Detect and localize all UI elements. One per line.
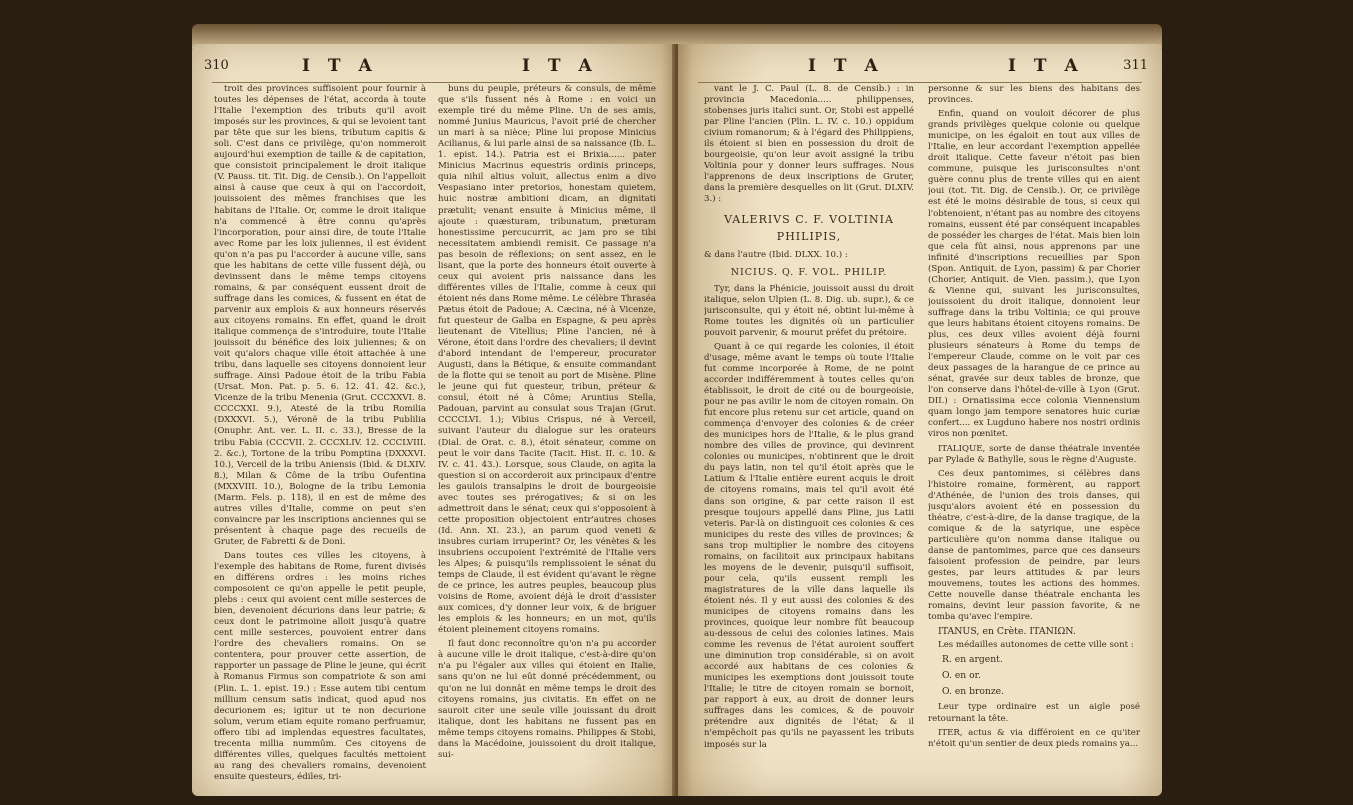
paragraph: Il faut donc reconnoître qu'on n'a pu accorder à aucune ville le droit italique, c'est-à-dire qu'on n'a pu l'égaler aux villes qui étoient en Italie, sans qu'on ne lui eût donné précédemment, ou qu'on ne lui donnât en même temps le droit des citoyens romains, jus civitatis. En effet on ne sauroit citer une seule ville jouissant du droit italique, dont les habitans ne fussent pas en même temps citoyens romains. Philippes & Stobi, dans la Macédoine, jouissoient du droit italique, sui- xyxy=(438,639,656,760)
paragraph: Leur type ordinaire est un aigle posé retournant la tête. xyxy=(928,702,1140,724)
list-item: R. en argent. xyxy=(942,654,1003,666)
paragraph: troit des provinces suffisoient pour fournir à toutes les dépenses de l'état, accorda à toute l'Italie l'exemption des tributs qu'il avoit imposés sur les provinces, & qui se levoient tant par tête que sur les biens, tributum capitis & soli. C'est dans ce privilège, qu'on nommeroit aujourd'hui exemption de taille & de capitation, que consistoit principalement le droit italique (V. Pauss. tit. Tit. Dig. de Censib.). On l'appelloit ainsi à cause que ceux à qui on l'accordoit, jouissoient des mêmes franchises que les habitans de l'Italie. Or, comme le droit italique n'a commencé à être connu qu'après l'incorporation, pour ainsi dire, de toute l'Italie avec Rome par les loix juliennes, il est évident qu'on n'a pas pu l'accorder à aucune ville, sans que les habitans de cette ville fussent déjà, ou devinssent dans le même temps citoyens romains, & par conséquent eussent droit de suffrage dans les comices, & fussent en état de parvenir aux emplois & aux honneurs réservés aux citoyens romains. En effet, quand le droit italique commença de s'introduire, toute l'Italie jouissoit du bénéfice des loix juliennes; & on voit qu'alors chaque ville étoit attachée à une tribu, dans laquelle ses citoyens donnoient leur suffrage. Ainsi Padoue étoit de la tribu Fabia (Ursat. Mon. Pat. p. 5. 6. 12. 41. 42. &c.), Vicenze de la tribu Menenia (Grut. CCCXXVI. 8. CCCCXXI. 9.), Atesté de la tribu Romilia (DXXXVI. 5.), Véronë de la tribu Publilia (Onuphr. Ant. ver. L. II. c. 33.), Bresse de la tribu Fabia (CCCVII. 2. CCCXLIV. 12. CCCLVIII. 2. &c.), Tortone de la tribu Pomptina (DXXXVI. 10.), Verceil de la tribu Aniensis (Ibid. & DLXIV. 8.), Milan & Côme de la tribu Oufentina (MXXVIII. 10.), Bologne de la tribu Lemonia (Marm. Fels. p. 118), il en est de même des autres villes d'Italie, comme on peut s'en convaincre par les inscriptions anciennes qui se présentent à chaque page des recueils de Gruter, de Fabretti & de Doni. xyxy=(214,84,426,547)
entry-iter: ITER, actus & via différoient en ce qu'iter n'étoit qu'un sentier de deux pieds romains ya... xyxy=(928,727,1140,749)
left-head-col1: I T A xyxy=(302,56,378,76)
paragraph: Quant à ce qui regarde les colonies, il étoit d'usage, même avant le temps où toute l'Italie fut comme incorporée à Rome, de ne point accorder indifféremment à toutes celles qu'on établissoit, le droit de cité ou de bourgeoisie, pour ne pas avilir le nom de citoyen romain. On fut encore plus retenu sur cet article, quand on commença d'envoyer des colonies & de créer des municipes hors de l'Italie, & le plus grand nombre des villes de province, qui devinrent colonies ou municipes, n'obtinrent que le droit du pays latin, non tel qu'il étoit après que le Latium & l'Italie entière eurent acquis le droit de citoyens romains, mais tel qu'il avoit été dans son origine, & par cette raison il est presque toujours appellé dans Pline, jus Latii veteris. Par-là on distinguoit ces colonies & ces municipes du reste des villes de provinces; & sans trop multiplier le nombre des citoyens romains, on facilitoit aux principaux habitans les moyens de le devenir, puisqu'il suffisoit, pour cela, qu'ils eussent rempli les magistratures de la ville dans laquelle ils étoient nés. Il y eut aussi des colonies & des municipes de citoyens romains dans les provinces, quoique leur nombre fût beaucoup au-dessous de celui des colonies latines. Mais comme les revenus de l'état auroient souffert une diminution trop considérable, si on avoit accordé aux habitans de ces colonies & municipes les exemptions dont jouissoit toute l'Italie; le titre de citoyen romain se bornoit, par rapport à eux, au droit de donner leurs suffrages dans les comices, & de pouvoir prétendre aux dignités de l'état; & il n'empêchoit pas qu'ils ne payassent les tributs imposés sur la xyxy=(704,341,914,750)
inscription-line: PHILIPIS, xyxy=(776,229,842,243)
list-item: O. en bronze. xyxy=(942,686,1005,698)
left-page-number: 310 xyxy=(204,58,229,73)
open-book xyxy=(192,14,1162,796)
entry-italique: ITALIQUE, sorte de danse théatrale inventée par Pylade & Bathylle, sous le règne d'Auguste. xyxy=(928,443,1140,465)
right-header-rule xyxy=(698,82,1142,83)
left-column-1 xyxy=(214,84,426,784)
right-column-1 xyxy=(704,84,914,784)
right-head-col2: I T A xyxy=(1008,56,1084,76)
paragraph: Enfin, quand on vouloit décorer de plus grands privilèges quelque colonie ou quelque municipe, on les égaloit en tout aux villes de l'Italie, en leur accordant l'exemption appellée droit italique. Cette faveur n'étoit pas bien commune, puisque les jurisconsultes n'ont guère connu plus de trente villes qui en aient joui (tot. Tit. Dig. de Censib.). Or, ce privilège est été le moins désirable de tous, si ceux qui l'obtenoient, n'étant pas au nombre des citoyens romains, eussent été par conséquent incapables de posséder les charges de l'état. Mais bien loin que cela fût ainsi, nous apprenons par une infinité d'inscriptions recueillies par Spon (Spon. Antiquit. de Lyon, passim) & par Chorier (Chorier, Antiquit. de Vien. passim.), que Lyon & Vienne qui, suivant les jurisconsultes, jouissoient du droit italique, donnoient leur suffrage dans la tribu Voltinia; ce qui prouve que leurs habitans étoient citoyens romains. De plus, ces deux villes avoient déjà fourni plusieurs sénateurs à Rome du temps de l'empereur Claude, comme on le voit par ces deux passages de la harangue de ce prince au sénat, gravée sur deux tables de bronze, que l'on conserve dans l'hôtel-de-ville à Lyon (Grut. DII.) : Ornatissima ecce colonia Viennensium quam longo jam tempore senatores huic curiæ confert.... ex Lugduno habere nos nostri ordinis viros non pœnitet. xyxy=(928,109,1140,440)
right-running-head xyxy=(678,54,1162,80)
right-page-number: 311 xyxy=(1123,58,1148,73)
paragraph: Dans toutes ces villes les citoyens, à l'exemple des habitans de Rome, furent divisés en différens ordres : les moins riches composoient ce qu'on appelle le petit peuple, plebs : ceux qui avoient cent mille sesterces de bien, devenoient décurions dans leur patrie; & ceux dont le patrimoine alloit jusqu'à quatre cent mille sesterces, pouvoient entrer dans l'ordre des chevaliers romains. On se contentera, pour prouver cette assertion, de rapporter un passage de Pline le jeune, qui écrit à Romanus Firmus son compatriote & son ami (Plin. L. 1. epist. 19.) : Esse autem tibi centum millium censum satis indicat, quod apud nos decurionem es; igitur ut te non decurione solum, verum etiam equite romano perfruamur, offero tibi ad implendas equestres facultates, trecenta millia nummûm. Ces citoyens de différentes villes, quelques facultés mettoient au rang des chevaliers romains, devenoient ensuite questeurs, édiles, tri- xyxy=(214,550,426,782)
paragraph: Ces deux pantomimes, si célèbres dans l'histoire romaine, formèrent, au rapport d'Athénée, de l'union des trois danses, qui jusqu'alors avoient été en possession du théatre, c'est-à-dire, de la danse tragique, de la comique & de la satyrique, une espèce particulière qu'on nomma danse italique ou danse de pantomimes, parce que ces danseurs faisoient profession de peindre, par leurs gestes, par leurs attitudes & par leurs mouvemens, toutes les actions des hommes. Cette nouvelle danse théatrale enchanta les romains, devint leur passion favorite, & ne tomba qu'avec l'empire. xyxy=(928,468,1140,623)
left-column-2 xyxy=(438,84,656,784)
inscription-line: NICIUS. Q. F. VOL. PHILIP. xyxy=(730,266,888,278)
left-page xyxy=(192,44,676,796)
paragraph: Tyr, dans la Phénicie, jouissoit aussi du droit italique, selon Ulpien (L. 8. Dig. ub. supr.), & ce jurisconsulte, qui y étoit né, obtint lui-même à Rome toutes les dignités où un particulier pouvoit parvenir, & mourut préfet du prétoire. xyxy=(704,283,914,338)
paragraph: personne & sur les biens des habitans des provinces. xyxy=(928,84,1140,106)
right-page xyxy=(678,44,1162,796)
list-item: O. en or. xyxy=(942,670,981,682)
paragraph: Les médailles autonomes de cette ville sont : xyxy=(938,640,1134,651)
paragraph: buns du peuple, préteurs & consuls, de même que s'ils fussent nés à Rome : en voici un exemple tiré du même Pline. Un de ses amis, nommé Junius Mauricus, l'avoit prié de chercher un mari à sa nièce; Pline lui propose Minicius Acilianus, & lui parle ainsi de sa naissance (Ib. L. 1. epist. 14.). Patria est ei Brixia...... pater Minicius Macrinus equestris ordinis princeps, quia nihil altius voluit, allectus enim a divo Vespasiano inter pretorios, honestam quietem, huic nostræ ambitioni dicam, an dignitati prætulit; venant ensuite à Minicius même, il ajoute : quæsturam, tribunatum, præturam honestissime percucurrit, ac jam pro se tibi necessitatem ambiendi remisit. Ce passage n'a pas besoin de réflexions; on sent assez, en le lisant, que la porte des honneurs étoit ouverte à ceux qui avoient pris naissance dans les différentes villes de l'Italie, comme à ceux qui étoient nés dans Rome même. Le célèbre Thraséa Pætus étoit de Padoue; A. Cæcina, né à Vicenze, fut questeur de Galba en Espagne, & peu après lieutenant de Vitellius; Pline l'ancien, né à Vérone, étoit dans l'ordre des chevaliers; il devint d'abord intendant de l'empereur, procurator Augusti, dans la Bétique, & ensuite commandant de la flotte qui se tenoit au port de Misène. Pline le jeune qui fut questeur, tribun, préteur & consul, étoit né à Côme; Aruntius Stella, Padouan, parvint au consulat sous Trajan (Grut. CCCCLVI. 1.); Vibius Crispus, né à Verceil, suivant l'auteur du dialogue sur les orateurs (Dial. de Orat. c. 8.), étoit sénateur, comme on peut le voir dans Tacite (Tacit. Hist. II. c. 10. & IV. c. 41. 43.). Lorsque, sous Claude, on agita la question si on accorderoit aux principaux d'entre les gaulois transalpins le droit de bourgeoisie avec toutes ses prérogatives; & si on les admettroit dans le sénat; ceux qui s'opposoient à cette proposition objectoient entr'autres choses (Id. Ann. XI. 23.), an parum quod veneti & insubres curiam irruperint? Or, les vénètes & les insubriens occupoient l'extrémité de l'Italie vers les Alpes; & puisqu'ils remplissoient le sénat du temps de Claude, il est évident qu'avant le règne de ce prince, les autres peuples, beaucoup plus voisins de Rome, avoient déjà le droit d'assister aux comices, d'y donner leur voix, & de briguer les emplois & les honneurs; en un mot, qu'ils étoient pleinement citoyens romains. xyxy=(438,84,656,636)
entry-itanus: ITANUS, en Crète. ITANIΩN. xyxy=(938,626,1076,638)
left-running-head xyxy=(192,54,676,80)
paragraph: vant le J. C. Paul (L. 8. de Censib.) : in provincia Macedonia..... philippenses, stobenses juris italici sunt. Or, Stobi est appellé par Pline l'ancien (Plin. L. IV. c. 10.) oppidum civium romanorum; & à l'égard des Philippiens, ils étoient si bien en possession du droit de bourgeoisie, qu'on leur avoit assigné la tribu Voltinia pour y donner leurs suffrages. Nous l'apprenons de deux inscriptions de Gruter, dans la première desquelles on lit (Grut. DLXIV. 3.) : xyxy=(704,84,914,205)
left-header-rule xyxy=(212,82,652,83)
inscription-line: VALERIVS C. F. VOLTINIA xyxy=(724,212,894,226)
paragraph: & dans l'autre (Ibid. DLXX. 10.) : xyxy=(704,249,848,260)
right-column-2 xyxy=(928,84,1140,784)
left-head-col2: I T A xyxy=(522,56,598,76)
right-head-col1: I T A xyxy=(808,56,884,76)
